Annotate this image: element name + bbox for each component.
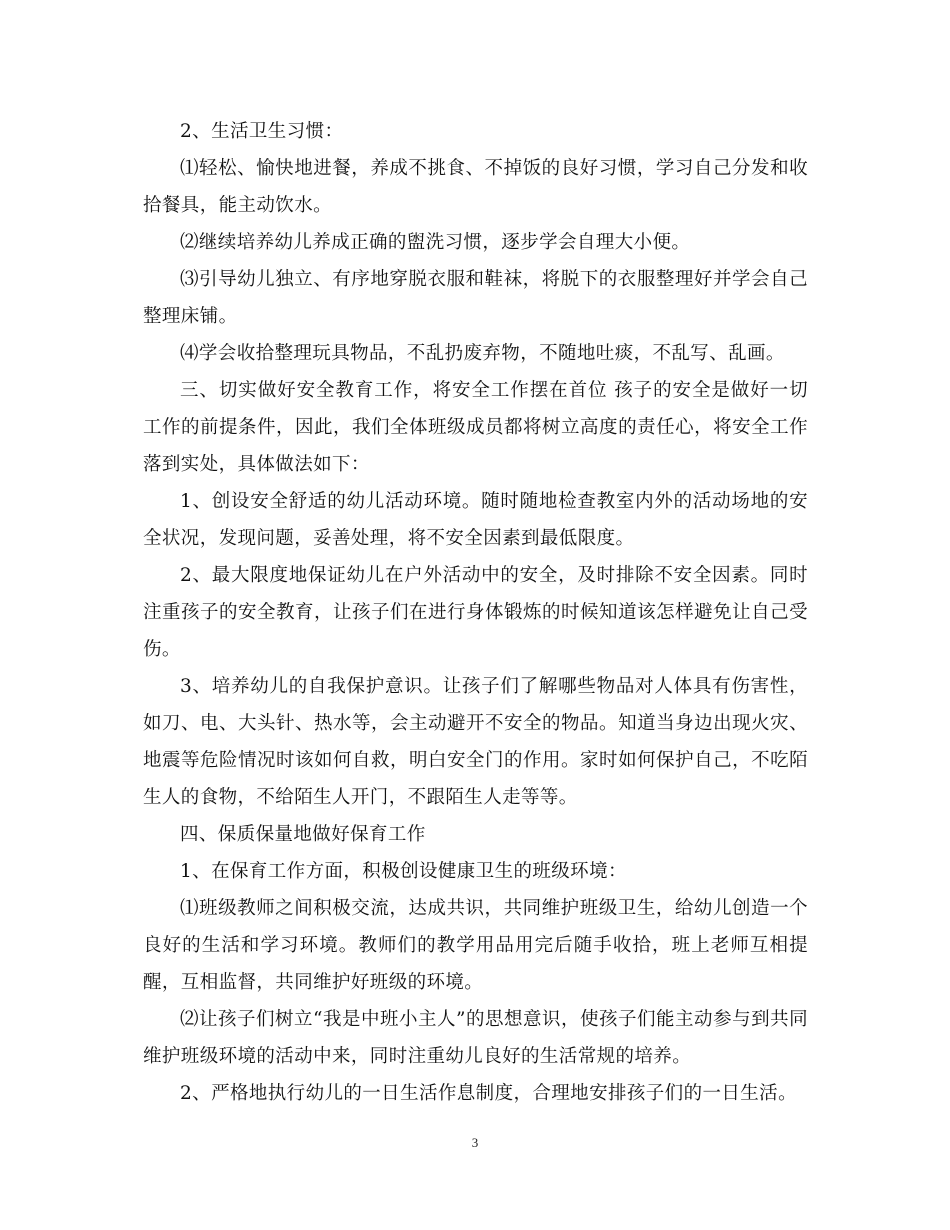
paragraph-hygiene-item-3: ⑶引导幼儿独立、有序地穿脱衣服和鞋袜，将脱下的衣服整理好并学会自己整理床铺。 <box>143 269 808 327</box>
paragraph-care-subitem-2: ⑵让孩子们树立“我是中班小主人”的思想意识，使孩子们能主动参与到共同维护班级环境的活动中来，同时注重幼儿良好的生活常规的培养。 <box>143 1009 808 1067</box>
paragraph-safety-item-2: 2、最大限度地保证幼儿在户外活动中的安全，及时排除不安全因素。同时注重孩子的安全教育，让孩子们在进行身体锻炼的时候知道该怎样避免让自己受伤。 <box>143 565 808 660</box>
paragraph-hygiene-item-4: ⑷学会收拾整理玩具物品，不乱扔废弃物，不随地吐痰，不乱写、乱画。 <box>180 343 785 364</box>
paragraph-care-subitem-1: ⑴班级教师之间积极交流，达成共识，共同维护班级卫生，给幼儿创造一个良好的生活和学习环境。教师们的教学用品用完后随手收拾，班上老师互相提醒，互相监督，共同维护好班级的环境。 <box>143 898 808 993</box>
paragraph-safety-heading: 三、切实做好安全教育工作，将安全工作摆在首位 孩子的安全是做好一切工作的前提条件，因此，我们全体班级成员都将树立高度的责任心，将安全工作落到实处，具体做法如下： <box>143 380 808 475</box>
paragraph-safety-item-1: 1、创设安全舒适的幼儿活动环境。随时随地检查教室内外的活动场地的安全状况，发现问题，妥善处理，将不安全因素到最低限度。 <box>143 491 808 549</box>
page-number: 3 <box>471 1135 479 1150</box>
paragraph-hygiene-item-1: ⑴轻松、愉快地进餐，养成不挑食、不掉饭的良好习惯，学习自己分发和收拾餐具，能主动饮水。 <box>143 158 808 216</box>
paragraph-care-heading: 四、保质保量地做好保育工作 <box>180 824 426 845</box>
paragraph-care-item-2: 2、严格地执行幼儿的一日生活作息制度，合理地安排孩子们的一日生活。 <box>180 1083 797 1104</box>
paragraph-care-item-1: 1、在保育工作方面，积极创设健康卫生的班级环境： <box>180 861 627 882</box>
paragraph-hygiene-heading: 2、生活卫生习惯： <box>180 121 344 142</box>
paragraph-safety-item-3: 3、培养幼儿的自我保护意识。让孩子们了解哪些物品对人体具有伤害性，如刀、电、大头针、热水等，会主动避开不安全的物品。知道当身边出现火灾、地震等危险情况时该如何自救，明白安全门的作用。家时如何保护自己，不吃陌生人的食物，不给陌生人开门，不跟陌生人走等等。 <box>143 676 808 808</box>
page-body <box>143 113 808 1112</box>
paragraph-hygiene-item-2: ⑵继续培养幼儿养成正确的盥洗习惯，逐步学会自理大小便。 <box>180 232 691 253</box>
